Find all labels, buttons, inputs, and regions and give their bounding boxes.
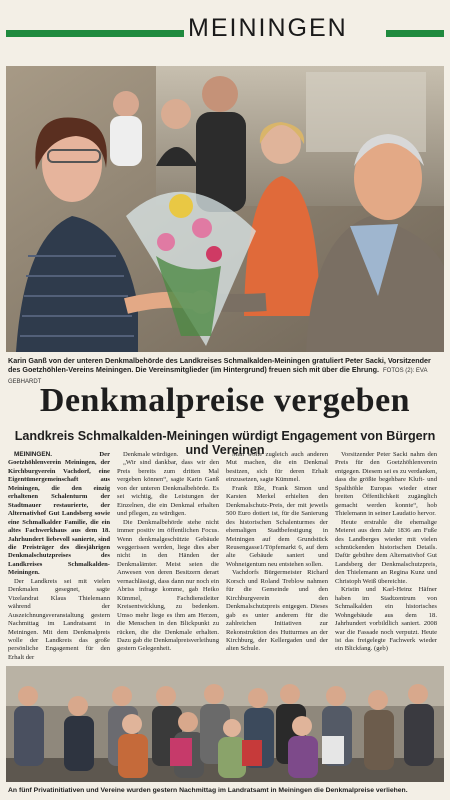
article-column-1	[8, 451, 110, 662]
article-paragraph: Der Landkreis sei mit vielen Denkmalen gesegnet, sagte Vizelandrat Klaus Thielemann während der Auszeichnungsveranstaltung gestern Nachmittag im Landratsamt in Meiningen. Mit dem Denkmalpreis wolle der Landkreis das große persönliche Engagement für den Erhalt der	[8, 577, 110, 661]
section-title: MEININGEN	[188, 14, 348, 42]
award-photo	[6, 66, 444, 352]
article-column-2	[117, 451, 219, 654]
group-photo-caption: An fünf Privatinitiativen und Vereine wurden gestern Nachmittag im Landratsamt in Meiningen die Denkmalpreise verliehen.	[8, 787, 408, 794]
article-paragraph: Die Denkmalbehörde stehe nicht immer positiv im öffentlichen Focus. Wenn denkmalgeschützte Gebäude weggerissen werden, liege dies aber nicht in den Händen der Denkmalämter. Meist seien die Anwesen von deren Besitzern derart vernachlässigt, dass dann nur noch ein Abriss infrage komme, gab Heiko Kümmel, Fachdienstleiter Kreisentwicklung, zu bedenken. Umso mehr liege es ihm am Herzen, die Menschen in den Blickpunkt zu rücken, die die Denkmale erhalten. Dazu gab die Denkmalpreisverleihung gestern Gelegenheit.	[117, 518, 219, 653]
article-paragraph: Vachdorfs Bürgermeister Richard Korsch und Roland Treblow nahmen für die Gemeinde und den Kirchburgverein den Denkmalschutzpreis entgegen. Dieses gab es unter anderem für die zahlreichen Initiativen zur Rekonstruktion des Hutturmes an der Kirchburg, der Kellergaden und der alten Schule.	[226, 569, 328, 653]
lead-paragraph	[8, 451, 110, 578]
lead-text: Der Goetzhöhlenverein Meiningen, der Kirchburgverein Vachdorf, eine Eigentümergemeinschaft aus Meiningen, die den einzig erhaltenen Schalenturm der Stadtmauer restaurierte, der Alternativhof Gut Landsberg sowie eine Schmalkalder Familie, die ein altes Fachwerkhaus aus dem 18. Jahrhundert liebevoll sanierte, sind die Preisträger des diesjährigen Denkmalschutzpreises des Landkreises Schmalkalden-Meiningen.	[8, 451, 110, 577]
article-column-3	[226, 451, 328, 654]
article-column-4	[335, 451, 437, 654]
header-rule-left	[6, 30, 184, 37]
photo-credit: FOTOS (2): EVA GEBHARDT	[8, 368, 428, 385]
article-paragraph: Heute erstrahle die ehemalige Meierei aus dem Jahr 1836 am Fuße des Landberges wieder mit vielen schmückenden historischen Details. Dafür gebühre dem Alternativhof Gut Landsberg der Denkmalschutzpreis, den Thielemann an Regina Kunz und Christoph Weiß übereichte.	[335, 518, 437, 585]
headline: Denkmalpreise vergeben	[39, 382, 411, 419]
article-paragraph: Kristin und Karl-Heinz Häfner haben im Stadtzentrum von Schmalkalden ein historisches Wohngebäude aus dem 18. Jahrhundert vorbildlich saniert. 2008 war die Fassade noch verputzt. Heute ist das freigelegte Fachwerk wieder ein Blickfang. (geb)	[335, 586, 437, 653]
photo-caption-text: Karin Ganß von der unteren Denkmalbehörde des Landkreises Schmalkalden-Meiningen gratuliert Peter Sacki, Vorsitzender des Goetzhöhlen-Vereins Meiningen. Die Vereinsmitglieder (im Hintergrund) freuen sich mit über die Ehrung.	[8, 356, 431, 374]
article-paragraph: Frank Eße, Frank Simon und Karsten Merkel erhielten den Denkmalschutz-Preis, der mit jeweils 500 Euro dotiert ist, für die Sanierung des historischen Schalenturmes der ehemaligen Stadtbefestigung in Meiningen auf dem Grundstück Reusengasse1/Töpfemarkt 6, auf dem alte Gebäude saniert und Wohneigentum neu entstehen sollen.	[226, 484, 328, 568]
article-paragraph: Denkmale würdigen.	[123, 451, 179, 458]
group-photo	[6, 666, 444, 782]
subheadline: Landkreis Schmalkalden-Meiningen würdigt Engagement von Bürgern und Vereinen	[14, 429, 436, 457]
dateline: MEININGEN.	[14, 451, 52, 458]
section-header	[0, 0, 450, 56]
header-rule-right	[386, 30, 444, 37]
article-paragraph: „Wir sind dankbar, dass wir den Preis bereits zum dritten Mal vergeben können“, sagte Karin Ganß von der unteren Denkmalbehörde. Es sei wichtig, die Leistungen der Einzelnen, die ein Denkmal erhalten und pflegen, zu würdigen.	[117, 459, 219, 518]
article-paragraph: Vorsitzender Peter Sacki nahm den Preis für den Goetzhöhlenverein entgegen. Diesem sei es zu verdanken, dass die größte begehbare Kluft- und Spalthöhle Europas wieder einer breiten Öffentlichkeit zugänglich gemacht werden konnte“, hob Thielemann in seiner Laudatio hervor.	[335, 451, 437, 518]
article-paragraph: Man wolle zugleich auch anderen Mut machen, die ein Denkmal besitzen, sich für deren Erhalt einzusetzen, sagte Kümmel.	[226, 451, 328, 484]
